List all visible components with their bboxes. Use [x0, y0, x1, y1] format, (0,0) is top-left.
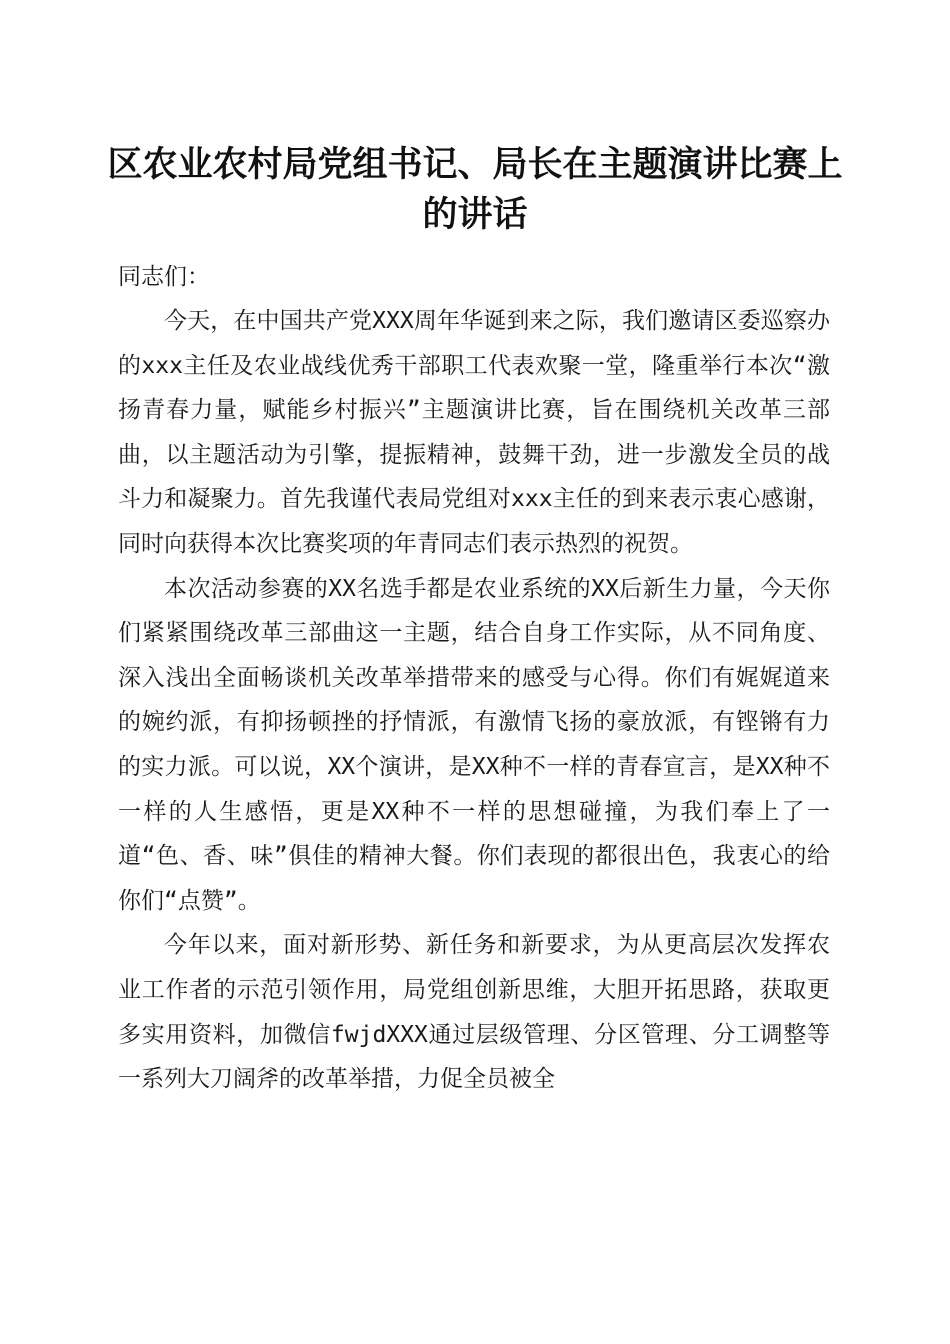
document-body [118, 255, 830, 1102]
paragraph-3: 今年以来，面对新形势、新任务和新要求，为从更高层次发挥农业工作者的示范引领作用，局党组创新思维，大胆开拓思路，获取更多实用资料，加微信fwjdXXX通过层级管理、分区管理、分工调整等一系列大刀阔斧的改革举措，力促全员被全 [118, 932, 830, 1093]
document-title: 区农业农村局党组书记、局长在主题演讲比赛上的讲话 [107, 144, 843, 235]
paragraph-2: 本次活动参赛的XX名选手都是农业系统的XX后新生力量，今天你们紧紧围绕改革三部曲这一主题，结合自身工作实际，从不同角度、深入浅出全面畅谈机关改革举措带来的感受与心得。你们有娓娓道来的婉约派，有抑扬顿挫的抒情派，有激情飞扬的豪放派，有铿锵有力的实力派。可以说，XX个演讲，是XX种不一样的青春宣言，是XX种不一样的人生感悟，更是XX种不一样的思想碰撞，为我们奉上了一道“色、香、味”俱佳的精神大餐。你们表现的都很出色，我衷心的给你们“点赞”。 [118, 575, 830, 914]
salutation: 同志们： [118, 264, 210, 290]
paragraph-1: 今天，在中国共产党XXX周年华诞到来之际，我们邀请区委巡察办的xxx主任及农业战线优秀干部职工代表欢聚一堂，隆重举行本次“激扬青春力量，赋能乡村振兴”主题演讲比赛，旨在围绕机关改革三部曲，以主题活动为引擎，提振精神，鼓舞干劲，进一步激发全员的战斗力和凝聚力。首先我谨代表局党组对xxx主任的到来表示衷心感谢，同时向获得本次比赛奖项的年青同志们表示热烈的祝贺。 [118, 308, 830, 557]
